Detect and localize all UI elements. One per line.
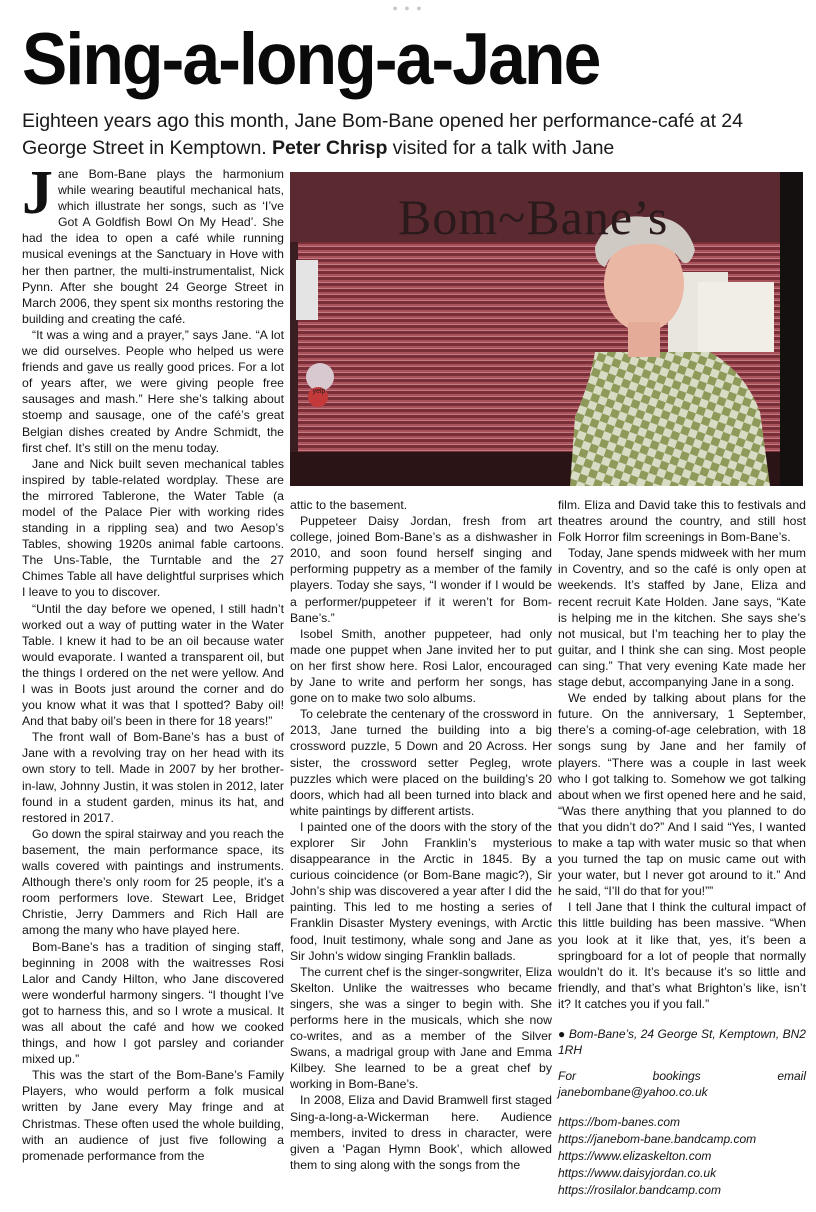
standfirst-tail: visited for a talk with Jane	[392, 137, 615, 159]
paragraph: Bom-Bane’s has a tradition of singing staff, beginning in 2008 with the waitresses Rosi Lalor and Candy Hilton, who Jane discovered were wonderful harmony singers. “I thought I’ve got to harness this, and so I wrote a musical. It was all about the café and how we cooked things, and how I got parsley and coriander mixed up.”	[22, 939, 284, 1067]
paragraph: Jane and Nick built seven mechanical tables inspired by table-related wordplay. These are the mirrored Tablerone, the Water Table (a model of the Palace Pier with working rides standing in a rippling sea) and two Aesop’s Tables, showing 1920s animal fable cartoons. The Uns-Table, the Turntable and the 27 Chimes Table all have delightful surprises which I leave to you to discover.	[22, 456, 284, 600]
paragraph: “Until the day before we opened, I still hadn’t worked out a way of putting water in the Water Table. I knew it had to be an oil because water would evaporate. I wanted a transparent oil, but the things I ordered on the net were yellow. And I was in Boots just around the corner and do you know what it was that I spotted? Baby oil! And that baby oil’s been in there for 18 years!”	[22, 601, 284, 729]
shop-sign: Bom~Bane’s	[398, 189, 669, 245]
link-item[interactable]: https://rosilalor.bandcamp.com	[558, 1183, 721, 1198]
paragraph: Isobel Smith, another puppeteer, had only made one puppet when Jane invited her to put on her first show here. Rosi Lalor, encouraged by Jane to write and perform her songs, has gone on to make two solo albums.	[290, 626, 552, 706]
top-drag-handle: ● ● ●	[392, 3, 424, 13]
paragraph: I painted one of the doors with the story of the explorer Sir John Franklin’s mysterious disappearance in the Arctic in 1845. By a curious coincidence (or Bom-Bane magic?), Sir John’s ship was discovered a year after I did the painting. This led to me hosting a series of Franklin Disaster Mystery evenings, with Arctic food, Inuit testimony, whale song and Jane as Sir John’s widow singing Franklin ballads.	[290, 819, 552, 963]
paragraph: In 2008, Eliza and David Bramwell first staged Sing-a-long-a-Wickerman here. Audience members, invited to dress in character, were given a ‘Pagan Hymn Book’, which allowed them to sing along with the songs from the	[290, 1093, 552, 1172]
article-photo	[290, 172, 803, 486]
paragraph: This was the start of the Bom-Bane’s Family Players, who would perform a folk musical written by Jane every May fringe and at Christmas. These often used the whole building, with an audience of just five following a promenade performance from the	[22, 1068, 284, 1163]
yelp-sticker: yelp	[312, 388, 326, 395]
link-item[interactable]: https://bom-banes.com	[558, 1115, 681, 1130]
paragraph: Today, Jane spends midweek with her mum in Coventry, and so the café is only open at weekends. It’s staffed by Jane, Eliza and recent recruit Kate Holden. Jane says, “Kate is helping me in the kitchen. She says she’s not musical, but I’m teaching her to play the guitar, and I think she can sing. Most people can sing.” That very evening Kate made her stage debut, accompanying Jane in a song.	[558, 546, 806, 690]
paragraph: attic to the basement.	[290, 498, 408, 512]
venue-address	[558, 1026, 806, 1058]
byline-author: Peter Chrisp	[272, 137, 388, 159]
paragraph: The front wall of Bom-Bane’s has a bust of Jane with a revolving tray on her head with its own story to tell. Made in 2007 by her brother-in-law, Johnny Justin, it was stolen in 2012, later found in a student garden, minus its hat, and restored in 2017.	[22, 730, 284, 825]
article-column-1	[22, 159, 284, 1164]
standfirst-lead: Eighteen years ago this month, Jane Bom-Bane opened her performance-café at 24 George Street in Kemptown.	[22, 110, 743, 159]
paragraph: Puppeteer Daisy Jordan, fresh from art college, joined Bom-Bane’s as a dishwasher in 2010, and soon found herself singing and performing puppetry as a member of the family players. Today she says, “I wonder if I would be a performer/puppeteer if it weren’t for Bom-Bane’s.”	[290, 514, 552, 625]
paragraph: To celebrate the centenary of the crossword in 2013, Jane turned the building into a big crossword puzzle, 5 Down and 20 Across. Her sister, the crossword setter Pegleg, wrote puzzles which were placed on the building’s 20 doors, which had all been turned into black and white paintings by different artists.	[290, 707, 552, 818]
article-column-3	[558, 497, 806, 1212]
standfirst	[22, 108, 802, 162]
headline: Sing-a-long-a-Jane	[22, 19, 600, 100]
link-item[interactable]: https://www.daisyjordan.co.uk	[558, 1166, 717, 1181]
article-column-2	[290, 497, 552, 1173]
address-text: Bom-Bane’s, 24 George St, Kemptown, BN2 1RH	[558, 1027, 806, 1058]
bullet-icon: ●	[558, 1027, 566, 1041]
paragraph: Go down the spiral stairway and you reach the basement, the main performance space, its walls covered with paintings and instruments. Although there’s only room for 25 people, it’s a room performers love. Stewart Lee, Bridget Christie, Jerry Dammers and Rich Hall are among the many who have played here.	[22, 826, 284, 938]
links-list	[558, 1114, 806, 1199]
paragraph: I tell Jane that I think the cultural impact of this little building has been massive. “When you look at it like that, yes, it’s been a springboard for a lot of people that normally wouldn’t do it. It’s because it’s so little and friendly, and that’s what Brighton’s like, isn’t it? It catches you if you fall.”	[558, 900, 806, 1011]
paragraph-text: ane Bom-Bane plays the harmonium while wearing beautiful mechanical hats, which illustrate her songs, such as ‘I’ve Got A Goldfish Bowl On My Head’. She had the idea to open a café while running musical evenings at the Sanctuary in Hove with her then partner, the multi-instrumentalist, Nick Pynn. After she bought 24 George Street in March 2006, they spent six months restoring the building and creating the café.	[22, 167, 284, 326]
paragraph: “It was a wing and a prayer,” says Jane. “A lot we did ourselves. People who helped us were friends and gave us really good prices. For a lot of years after, we were giving people free sausages and mash.” Here she’s talking about stoemp and sausage, one of the café’s great Belgian dishes created by Andre Schmidt, the first chef. It’s still on the menu today.	[22, 327, 284, 455]
drop-cap: J	[22, 159, 53, 227]
paragraph: We ended by talking about plans for the future. On the anniversary, 1 September, there’s a coming-of-age celebration, with 18 songs sung by Jane and her family of players. “There was a couple in last week who I got talking to. Somehow we got talking about when we first opened here and he said, “Was there anything that you planned to do that you didn’t do?” And I said “Yes, I wanted to make a tap with water music so that when you turned the tap on music came out with your water, but I never got around to it.” And he said, “I’ll do that for you!””	[558, 691, 806, 899]
link-item[interactable]: https://janebom-bane.bandcamp.com	[558, 1132, 757, 1147]
link-item[interactable]: https://www.elizaskelton.com	[558, 1149, 712, 1164]
booking-info: For bookings email janebombane@yahoo.co.uk	[558, 1069, 806, 1100]
paragraph: film. Eliza and David take this to festivals and theatres around the country, and still host Folk Horror film screenings in Bom-Bane’s.	[558, 498, 806, 545]
paragraph	[22, 159, 284, 327]
paragraph: The current chef is the singer-songwriter, Eliza Skelton. Unlike the waitresses who became singers, she was a singer to begin with. She performs here in the musicals, which she now co-writes, and as a member of the Silver Swans, a madrigal group with Jane and Emma Kilbey. She learned to be a great chef by working in Bom-Bane’s.	[290, 964, 552, 1092]
